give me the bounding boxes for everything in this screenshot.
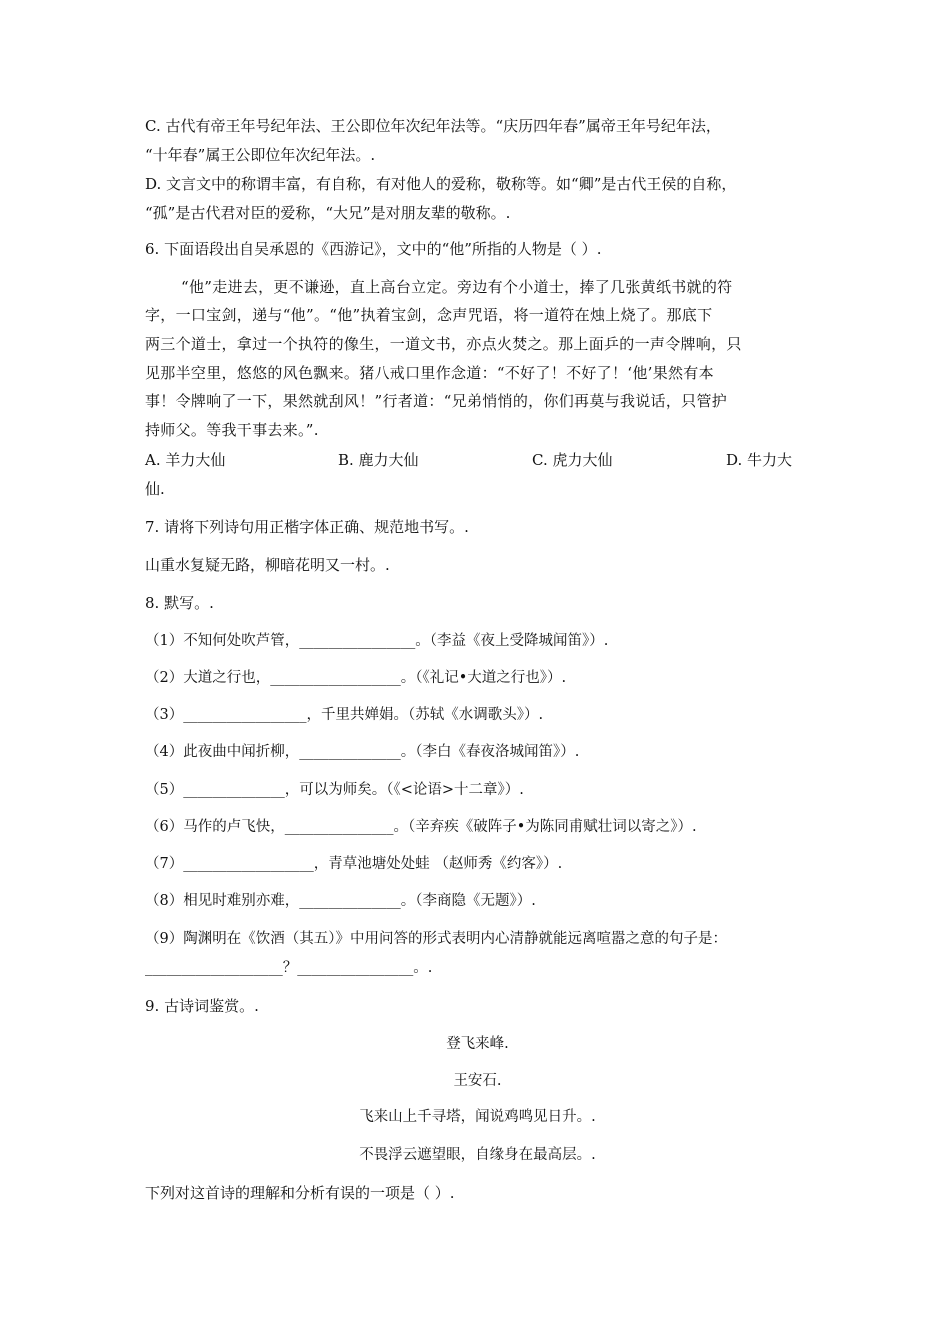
- q7-stem: 7. 请将下列诗句用正楷字体正确、规范地书写。.: [145, 518, 469, 536]
- q5-option-d-line1: D. 文言文中的称谓丰富，有自称，有对他人的爱称，敬称等。如“卿”是古代王侯的自称，: [145, 175, 737, 193]
- q9-stem: 9. 古诗词鉴赏。.: [145, 997, 259, 1015]
- q6-option-c: C. 虎力大仙: [532, 451, 613, 469]
- q6-passage-line: 持师父。等我干事去来。”.: [145, 421, 319, 439]
- q8-item: （3）_________________，千里共婵娟。（苏轼《水调歌头》）.: [145, 707, 544, 723]
- poem-author: 王安石.: [453, 1073, 502, 1089]
- q8-item: （2）大道之行也，__________________。（《礼记•大道之行也》）.: [145, 670, 567, 686]
- poem-title: 登飞来峰.: [446, 1036, 509, 1052]
- q6-passage-line: 两三个道士，拿过一个执符的像生，一道文书，亦点火焚之。那上面乒的一声令牌响，只: [145, 335, 742, 353]
- q6-option-d: D. 牛力大: [726, 451, 793, 469]
- q5-option-d-line2: “孤”是古代君对臣的爱称，“大兄”是对朋友辈的敬称。.: [145, 204, 511, 222]
- q8-item-answer-line: ___________________？________________。.: [145, 960, 433, 976]
- poem-line: 不畏浮云遮望眼，自缘身在最高层。.: [359, 1147, 596, 1163]
- q8-item: （1）不知何处吹芦管，________________。（李益《夜上受降城闻笛》）.: [145, 633, 609, 649]
- q6-passage-line: “他”走进去，更不谦逊，直上高台立定。旁边有个小道士，捧了几张黄纸书就的符: [181, 278, 733, 296]
- q5-option-c-line1: C. 古代有帝王年号纪年法、王公即位年次纪年法等。“庆历四年春”属帝王年号纪年法，: [145, 117, 721, 135]
- q6-stem: 6. 下面语段出自吴承恩的《西游记》，文中的“他”所指的人物是（ ）.: [145, 240, 602, 258]
- q6-passage-line: 字，一口宝剑，递与“他”。“他”执着宝剑，念声咒语，将一道符在烛上烧了。那底下: [145, 306, 713, 324]
- q6-passage-line: 事！令牌响了一下，果然就刮风！”行者道：“兄弟悄悄的，你们再莫与我说话，只管护: [145, 392, 728, 410]
- q8-item: （6）马作的卢飞快，_______________。（辛弃疾《破阵子•为陈同甫赋壮词以寄之》）.: [145, 819, 697, 835]
- q8-item: （4）此夜曲中闻折柳，______________。（李白《春夜洛城闻笛》）.: [145, 744, 580, 760]
- q5-option-c-line2: “十年春”属王公即位年次纪年法。.: [145, 146, 376, 164]
- q9-question: 下列对这首诗的理解和分析有误的一项是（ ）.: [145, 1184, 455, 1202]
- q8-item: （7）__________________，青草池塘处处蛙 （赵师秀《约客》）.: [145, 856, 563, 872]
- q6-option-a: A. 羊力大仙: [145, 451, 226, 469]
- q8-item: （5）______________，可以为师矣。（《<论语>十二章》）.: [145, 782, 524, 798]
- q8-item: （8）相见时难别亦难，______________。（李商隐《无题》）.: [145, 893, 536, 909]
- q7-verse: 山重水复疑无路，柳暗花明又一村。.: [145, 556, 390, 574]
- q6-option-b: B. 鹿力大仙: [338, 451, 419, 469]
- poem-line: 飞来山上千寻塔，闻说鸡鸣见日升。.: [359, 1109, 596, 1125]
- q8-item: （9）陶渊明在《饮酒（其五）》中用问答的形式表明内心清静就能远离喧嚣之意的句子是：: [145, 931, 727, 947]
- q6-passage-line: 见那半空里，悠悠的风色飘来。猪八戒口里作念道：“不好了！不好了！‘他’果然有本: [145, 364, 714, 382]
- q6-option-d-wrap: 仙.: [145, 480, 165, 498]
- q8-stem: 8. 默写。.: [145, 594, 214, 612]
